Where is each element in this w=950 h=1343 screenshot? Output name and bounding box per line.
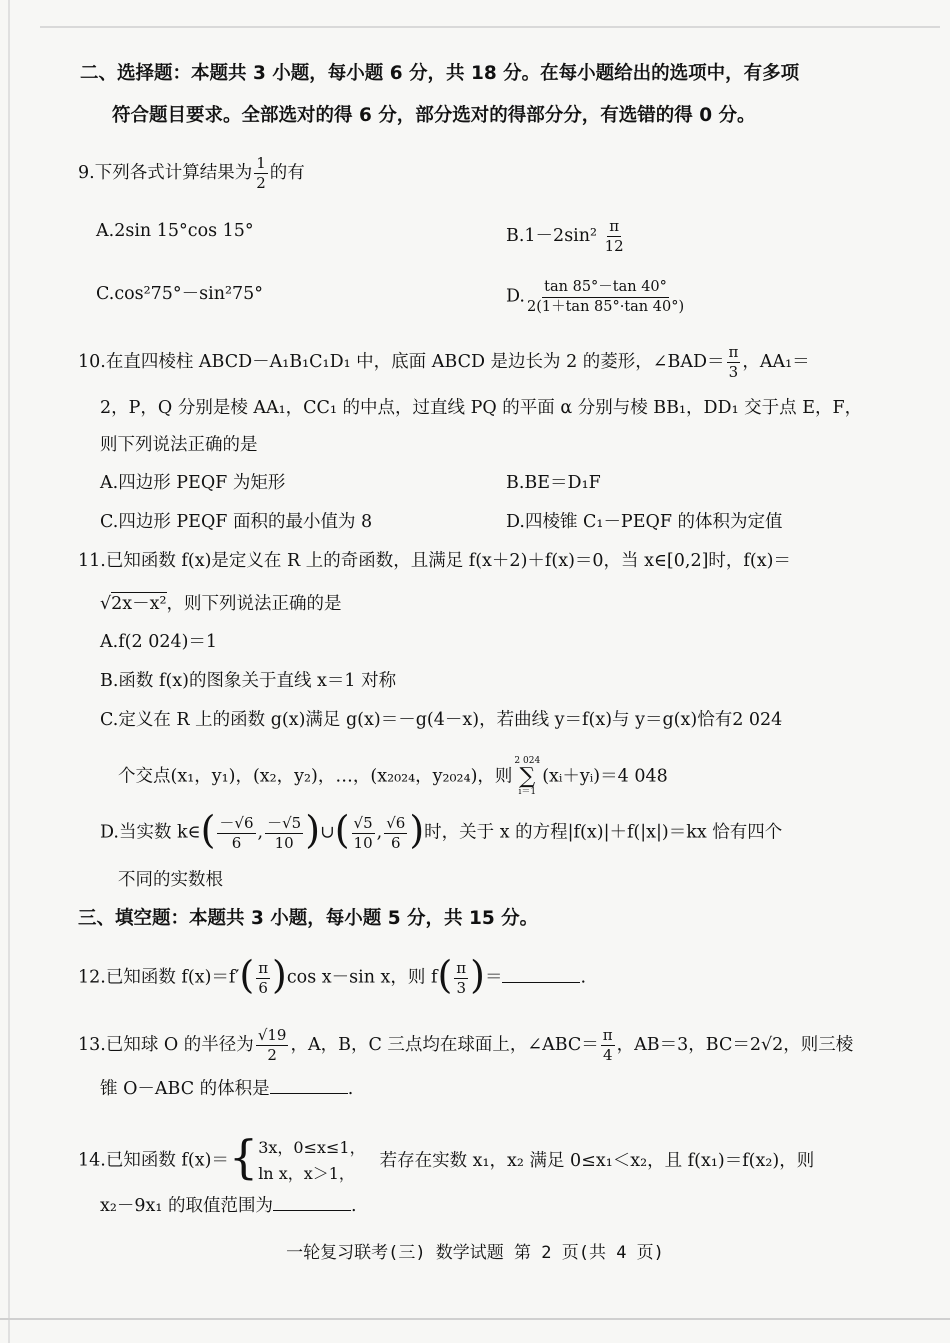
q13-radius-num: √19 xyxy=(257,1026,287,1044)
q11-d-f3-num: √5 xyxy=(353,813,373,832)
q13-answer-blank[interactable] xyxy=(270,1079,348,1094)
q12-period: . xyxy=(580,967,587,988)
q12-fraction-2 xyxy=(454,958,468,997)
q11-option-c-line1: C.定义在 R 上的函数 g(x)满足 g(x)＝－g(4－x)，若曲线 y＝f(x)与 y＝g(x)恰有2 024 xyxy=(100,710,783,730)
q11-d-f1-den: 6 xyxy=(231,833,242,852)
q10-line1-tail: ，AA₁＝ xyxy=(742,352,810,372)
q13-angle-fraction xyxy=(601,1028,615,1063)
q13-angle-den: 4 xyxy=(602,1046,613,1064)
q9-option-b xyxy=(506,219,626,254)
q14-text-b: 若存在实数 x₁，x₂ 满足 0≤x₁＜x₂，且 f(x₁)＝f(x₂)，则 xyxy=(379,1150,815,1171)
section2-heading-line2: 符合题目要求。全部选对的得 6 分，部分选对的得部分分，有选错的得 0 分。 xyxy=(112,105,756,126)
sum-upper-limit: 2 024 xyxy=(514,756,541,766)
q11-d-fraction-1 xyxy=(217,813,255,852)
q12-text-c: ＝ xyxy=(484,967,503,988)
q12-f1-num: π xyxy=(258,958,269,977)
q13-radius-fraction xyxy=(256,1028,289,1063)
q9-fraction xyxy=(254,156,268,191)
q11-d-suffix: 时，关于 x 的方程|f(x)|＋f(|x|)＝kx 恰有四个 xyxy=(424,822,783,843)
q12-text-a: 12.已知函数 f(x)＝f′ xyxy=(78,967,240,988)
top-divider xyxy=(40,26,940,28)
q11-line1: 11.已知函数 f(x)是定义在 R 上的奇函数，且满足 f(x＋2)＋f(x)＝0，当 x∈[0,2]时，f(x)＝ xyxy=(78,551,791,571)
q10-line2: 2，P，Q 分别是棱 AA₁，CC₁ 的中点，过直线 PQ 的平面 α 分别与棱 BB₁，DD₁ 交于点 E，F， xyxy=(100,398,863,418)
q11-option-d-line2: 不同的实数根 xyxy=(118,870,223,890)
q9-option-b-fraction xyxy=(605,219,624,254)
q14-period: . xyxy=(350,1196,357,1216)
q11-line2-text: ，则下列说法正确的是 xyxy=(166,594,342,614)
q9-stem-suffix: 的有 xyxy=(269,163,305,183)
q10-option-d: D.四棱锥 C₁－PEQF 的体积为定值 xyxy=(506,512,783,532)
q10-option-a: A.四边形 PEQF 为矩形 xyxy=(100,473,286,493)
q14-line1: 14.已知函数 f(x)＝{ 3x，0≤x≤1， ln x，x＞1， 若存在实数 x₁，x₂ 满足 0≤x₁＜x₂，且 f(x₁)＝f(x₂)，则 xyxy=(78,1135,814,1187)
q14-piecewise xyxy=(258,1135,365,1187)
q9-option-d-fraction xyxy=(527,280,684,314)
q11-d-prefix: D.当实数 k∈ xyxy=(100,822,201,843)
q13-text-a: 13.已知球 O 的半径为 xyxy=(78,1035,254,1055)
q11-option-d-line1: D.当实数 k∈( $\frac{-√6}{6}$ , $\frac{-√5}{10}$ )∪( $\frac{√5}{10}$ , $\frac{√6}{6}$ )时，关于 x 的方程|f(x)|＋f(|x|)＝kx 恰有四个 xyxy=(100,808,783,852)
section2-heading-line1: 二、选择题：本题共 3 小题，每小题 6 分，共 18 分。在每小题给出的选项中，有多项 xyxy=(80,63,800,84)
q12-fraction-1 xyxy=(256,958,270,997)
q12-f2-num: π xyxy=(456,958,467,977)
q14-answer-blank[interactable] xyxy=(273,1196,351,1211)
q13-radius-den: 2 xyxy=(267,1046,277,1064)
q10-angle-num: π xyxy=(728,343,739,361)
q10-angle-fraction xyxy=(727,345,741,380)
q14-case-2: ln x，x＞1， xyxy=(258,1164,355,1183)
q13-text-b: ，A，B，C 三点均在球面上，∠ABC＝ xyxy=(290,1035,599,1055)
q9-option-a: A.2sin 15°cos 15° xyxy=(96,221,254,241)
q11-d-f4-num: √6 xyxy=(386,813,406,832)
q13-line2 xyxy=(100,1077,353,1101)
q11-c2-text: 个交点(x₁，y₁)，(x₂，y₂)，…，(x₂₀₂₄，y₂₀₂₄)，则 xyxy=(118,766,513,787)
q11-option-c-line2 xyxy=(118,757,668,797)
q11-d-fraction-2 xyxy=(265,813,303,852)
section3-heading: 三、填空题：本题共 3 小题，每小题 5 分，共 15 分。 xyxy=(78,908,539,929)
q11-option-a: A.f(2 024)＝1 xyxy=(100,632,218,652)
q13-period: . xyxy=(347,1079,354,1099)
bottom-divider xyxy=(0,1318,950,1320)
q9-d-den: 2(1＋tan 85°·tan 40°) xyxy=(526,298,685,315)
q9-option-b-text: B.1－2sin² xyxy=(506,226,603,246)
q11-option-b: B.函数 f(x)的图象关于直线 x＝1 对称 xyxy=(100,671,397,691)
q13-angle-num: π xyxy=(602,1026,613,1044)
q11-d-f2-den: 10 xyxy=(274,833,294,852)
q10-option-b: B.BE＝D₁F xyxy=(506,473,601,493)
q10-line3: 则下列说法正确的是 xyxy=(100,435,258,455)
q14-line2-text: x₂－9x₁ 的取值范围为 xyxy=(100,1196,273,1216)
q9-b-num: π xyxy=(609,217,620,235)
q13-line1 xyxy=(78,1028,853,1063)
q9-option-d xyxy=(506,280,686,314)
summation-symbol: 2 024 ∑ i＝1 xyxy=(514,756,541,797)
q11-d-f2-num: －√5 xyxy=(267,813,302,832)
q11-d-fraction-3 xyxy=(352,813,375,852)
q9-stem-prefix: 9.下列各式计算结果为 xyxy=(78,163,253,183)
q12-f1-den: 6 xyxy=(258,978,268,997)
q10-angle-den: 3 xyxy=(728,363,739,381)
q10-line1 xyxy=(78,345,810,380)
q12-stem: 12.已知函数 f(x)＝f′( $\frac{\pi}{6}$ )cos x－sin x，则 f( $\frac{\pi}{3}$ )＝ . xyxy=(78,953,587,997)
q11-line2: √2x－x²，则下列说法正确的是 xyxy=(100,594,342,614)
q10-line1-text: 10.在直四棱柱 ABCD－A₁B₁C₁D₁ 中，底面 ABCD 是边长为 2 的菱形，∠BAD＝ xyxy=(78,352,725,372)
q11-sqrt-radicand: 2x－x² xyxy=(111,594,167,614)
q10-option-c: C.四边形 PEQF 面积的最小值为 8 xyxy=(100,512,373,532)
q9-d-num: tan 85°－tan 40° xyxy=(542,280,669,298)
q14-case-1: 3x，0≤x≤1， xyxy=(258,1138,366,1157)
page-footer: 一轮复习联考(三) 数学试题 第 2 页(共 4 页) xyxy=(286,1243,664,1263)
q9-stem xyxy=(78,156,305,191)
q9-option-c: C.cos²75°－sin²75° xyxy=(96,284,264,304)
q11-d-fraction-4 xyxy=(384,813,407,852)
q11-d-f3-den: 10 xyxy=(353,833,373,852)
q11-d-f4-den: 6 xyxy=(391,833,401,852)
q12-f2-den: 3 xyxy=(456,978,466,997)
q13-text-c: ，AB＝3，BC＝2√2，则三棱 xyxy=(616,1035,854,1055)
q13-line2-text: 锥 O－ABC 的体积是 xyxy=(100,1079,270,1099)
q9-option-d-label: D. xyxy=(506,286,525,307)
q9-fraction-num: 1 xyxy=(256,154,266,172)
q12-answer-blank[interactable] xyxy=(502,968,580,983)
q14-line2 xyxy=(100,1194,357,1218)
q9-fraction-den: 2 xyxy=(256,174,266,192)
q9-b-den: 12 xyxy=(604,237,624,255)
q11-c2-result: (xᵢ＋yᵢ)＝4 048 xyxy=(542,766,668,787)
left-page-edge xyxy=(8,0,10,1343)
sum-lower-limit: i＝1 xyxy=(518,787,537,797)
q14-text-a: 14.已知函数 f(x)＝ xyxy=(78,1150,229,1171)
q12-text-b: cos x－sin x，则 f xyxy=(286,967,438,988)
q11-d-f1-num: －√6 xyxy=(219,813,254,832)
